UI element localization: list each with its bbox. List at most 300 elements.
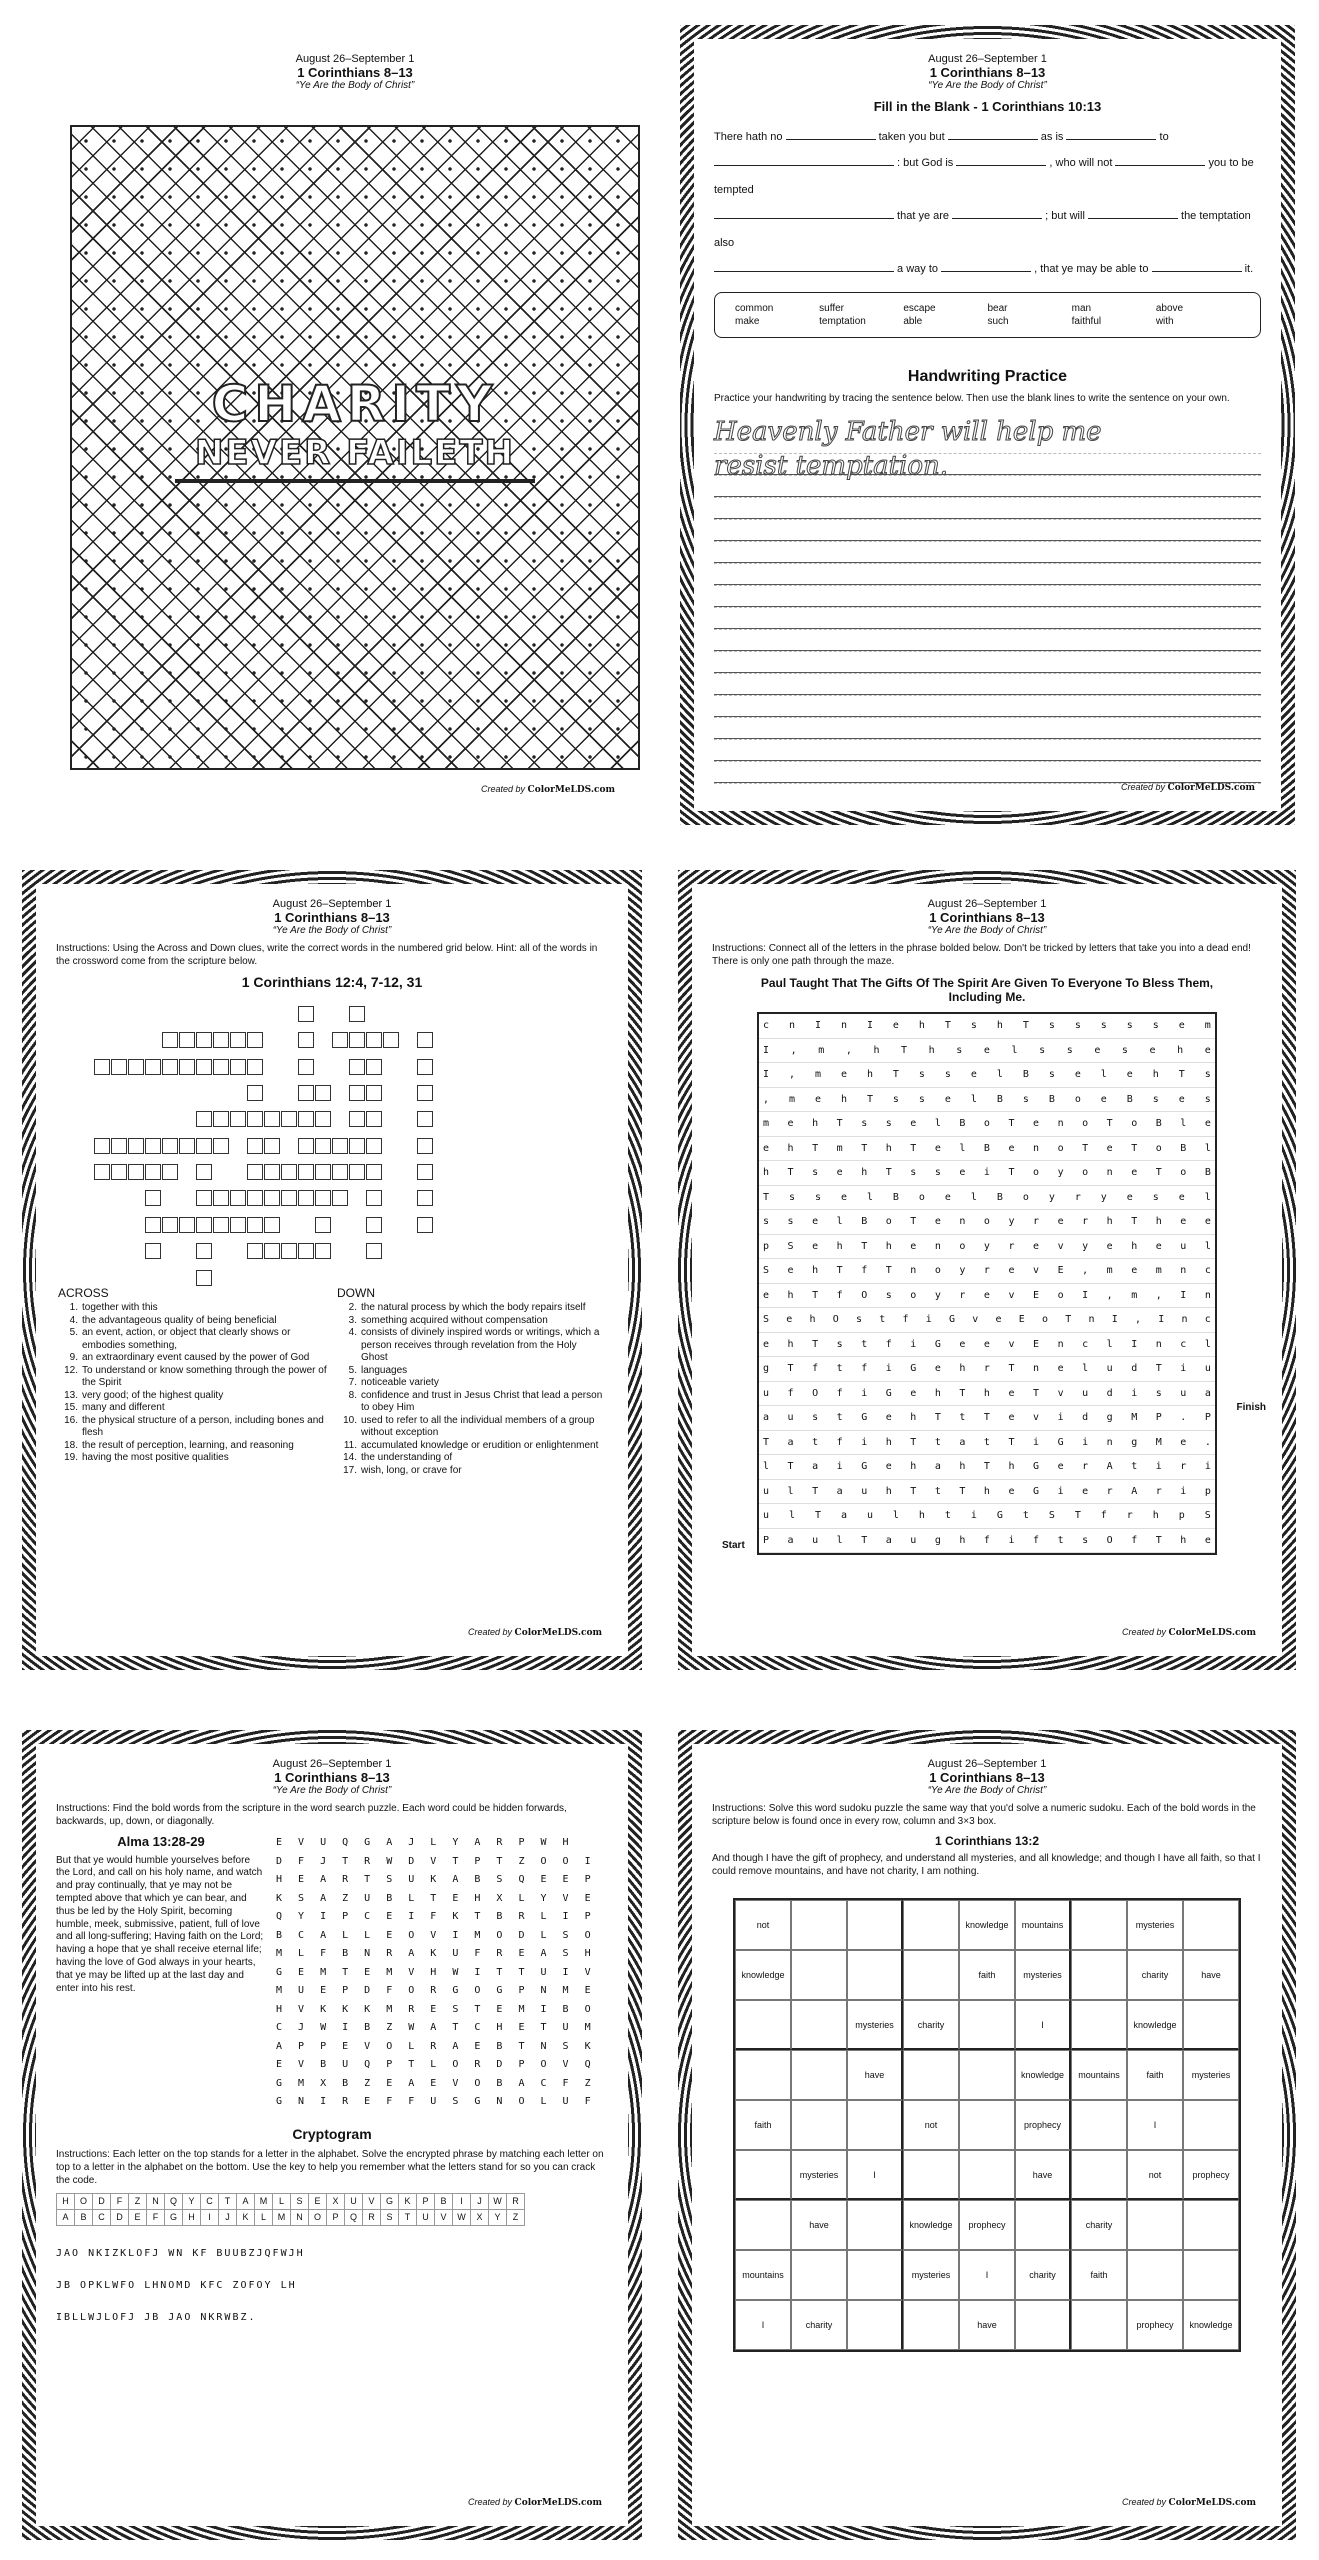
maze-letter[interactable]: s: [918, 1069, 925, 1081]
maze-letter[interactable]: G: [1033, 1485, 1040, 1497]
maze-letter[interactable]: e: [1204, 1216, 1211, 1228]
maze-letter[interactable]: T: [934, 1412, 941, 1424]
maze-letter[interactable]: p: [1204, 1485, 1211, 1497]
writing-line[interactable]: [714, 761, 1261, 783]
maze-letter[interactable]: e: [959, 1167, 966, 1179]
maze-letter[interactable]: I: [1180, 1289, 1187, 1301]
sudoku-cell[interactable]: knowledge: [1015, 2050, 1071, 2100]
maze-letter[interactable]: e: [1155, 1240, 1162, 1252]
maze-letter[interactable]: h: [1106, 1216, 1113, 1228]
maze-letter[interactable]: s: [1121, 1044, 1128, 1056]
maze-letter[interactable]: a: [1204, 1387, 1211, 1399]
maze-letter[interactable]: O: [861, 1289, 868, 1301]
writing-line[interactable]: [714, 717, 1261, 739]
maze-letter[interactable]: S: [763, 1314, 770, 1326]
maze-letter[interactable]: T: [787, 1167, 794, 1179]
writing-line[interactable]: [714, 695, 1261, 717]
crossword-cell[interactable]: [349, 1111, 365, 1127]
maze-letter[interactable]: a: [836, 1485, 843, 1497]
maze-letter[interactable]: E: [1033, 1338, 1040, 1350]
maze-letter[interactable]: e: [934, 1142, 941, 1154]
crossword-cell[interactable]: [349, 1164, 365, 1180]
maze-letter[interactable]: e: [934, 1363, 941, 1375]
maze-letter[interactable]: n: [1088, 1314, 1095, 1326]
maze-letter[interactable]: h: [787, 1289, 794, 1301]
maze-letter[interactable]: o: [983, 1216, 990, 1228]
maze-letter[interactable]: T: [814, 1510, 821, 1522]
maze-letter[interactable]: s: [1152, 1093, 1159, 1105]
sudoku-cell[interactable]: mountains: [1015, 1900, 1071, 1950]
crossword-cell[interactable]: [247, 1164, 263, 1180]
maze-letter[interactable]: r: [983, 1265, 990, 1277]
maze-letter[interactable]: r: [1180, 1461, 1187, 1473]
maze-letter[interactable]: e: [1008, 1485, 1015, 1497]
maze-letter[interactable]: f: [885, 1338, 892, 1350]
maze-letter[interactable]: i: [1008, 1534, 1015, 1546]
crossword-cell[interactable]: [179, 1138, 195, 1154]
crossword-cell[interactable]: [145, 1059, 161, 1075]
crossword-cell[interactable]: [417, 1217, 433, 1233]
crossword-cell[interactable]: [128, 1138, 144, 1154]
maze-letter[interactable]: e: [970, 1069, 977, 1081]
maze-letter[interactable]: d: [1131, 1363, 1138, 1375]
maze-letter[interactable]: i: [925, 1314, 932, 1326]
crossword-cell[interactable]: [230, 1059, 246, 1075]
sudoku-cell[interactable]: prophecy: [1183, 2150, 1239, 2200]
maze-letter[interactable]: e: [1057, 1461, 1064, 1473]
maze-letter[interactable]: e: [1149, 1044, 1156, 1056]
crossword-cell[interactable]: [213, 1217, 229, 1233]
maze-letter[interactable]: h: [787, 1338, 794, 1350]
maze-letter[interactable]: l: [866, 1191, 873, 1203]
maze-letter[interactable]: s: [892, 1093, 899, 1105]
maze-letter[interactable]: B: [1048, 1093, 1055, 1105]
sudoku-cell[interactable]: [1071, 2100, 1127, 2150]
maze-letter[interactable]: s: [970, 1020, 977, 1032]
crossword-cell[interactable]: [298, 1032, 314, 1048]
sudoku-cell[interactable]: charity: [791, 2300, 847, 2350]
maze-letter[interactable]: u: [763, 1510, 770, 1522]
sudoku-cell[interactable]: [1183, 2000, 1239, 2050]
maze-letter[interactable]: o: [1074, 1093, 1081, 1105]
maze-letter[interactable]: n: [1033, 1363, 1040, 1375]
crossword-cell[interactable]: [417, 1111, 433, 1127]
maze-letter[interactable]: P: [763, 1534, 770, 1546]
maze-letter[interactable]: e: [892, 1020, 899, 1032]
maze-letter[interactable]: S: [1204, 1510, 1211, 1522]
maze-letter[interactable]: t: [934, 1436, 941, 1448]
crossword-cell[interactable]: [417, 1138, 433, 1154]
maze-letter[interactable]: h: [996, 1020, 1003, 1032]
sudoku-cell[interactable]: have: [1015, 2150, 1071, 2200]
sudoku-cell[interactable]: [791, 2050, 847, 2100]
sudoku-cell[interactable]: [791, 2000, 847, 2050]
sudoku-cell[interactable]: charity: [1071, 2200, 1127, 2250]
writing-lines[interactable]: [714, 453, 1261, 803]
maze-letter[interactable]: B: [959, 1118, 966, 1130]
sudoku-cell[interactable]: I: [959, 2250, 1015, 2300]
maze-letter[interactable]: e: [1100, 1093, 1107, 1105]
maze-letter[interactable]: l: [934, 1118, 941, 1130]
maze-letter[interactable]: G: [861, 1461, 868, 1473]
maze-letter[interactable]: B: [983, 1142, 990, 1154]
maze-letter[interactable]: i: [983, 1167, 990, 1179]
maze-letter[interactable]: u: [910, 1534, 917, 1546]
maze-letter[interactable]: T: [1082, 1142, 1089, 1154]
crossword-cell[interactable]: [196, 1217, 212, 1233]
maze-letter[interactable]: G: [934, 1338, 941, 1350]
writing-line[interactable]: [714, 739, 1261, 761]
maze-letter[interactable]: g: [1106, 1412, 1113, 1424]
maze-letter[interactable]: s: [763, 1216, 770, 1228]
sudoku-cell[interactable]: charity: [903, 2000, 959, 2050]
crossword-cell[interactable]: [366, 1032, 382, 1048]
maze-letter[interactable]: h: [885, 1142, 892, 1154]
maze-letter[interactable]: T: [959, 1485, 966, 1497]
crossword-cell[interactable]: [247, 1032, 263, 1048]
sudoku-cell[interactable]: [735, 2000, 791, 2050]
maze-letter[interactable]: y: [1082, 1240, 1089, 1252]
crossword-cell[interactable]: [230, 1190, 246, 1206]
crossword-cell[interactable]: [94, 1164, 110, 1180]
sudoku-cell[interactable]: prophecy: [959, 2200, 1015, 2250]
maze-letter[interactable]: g: [1131, 1436, 1138, 1448]
maze-letter[interactable]: e: [910, 1387, 917, 1399]
maze-letter[interactable]: e: [1204, 1534, 1211, 1546]
maze-letter[interactable]: s: [1048, 1069, 1055, 1081]
maze-letter[interactable]: t: [1022, 1510, 1029, 1522]
maze-letter[interactable]: g: [763, 1363, 770, 1375]
crossword-cell[interactable]: [315, 1111, 331, 1127]
maze-letter[interactable]: h: [1152, 1069, 1159, 1081]
maze-letter[interactable]: l: [959, 1142, 966, 1154]
maze-letter[interactable]: l: [1204, 1142, 1211, 1154]
maze-letter[interactable]: e: [910, 1240, 917, 1252]
maze-letter[interactable]: B: [996, 1191, 1003, 1203]
maze-letter[interactable]: y: [1008, 1216, 1015, 1228]
maze-letter[interactable]: e: [812, 1216, 819, 1228]
letter-maze[interactable]: [757, 1012, 1217, 1555]
sudoku-cell[interactable]: knowledge: [735, 1950, 791, 2000]
crossword-cell[interactable]: [145, 1164, 161, 1180]
maze-letter[interactable]: T: [861, 1534, 868, 1546]
maze-letter[interactable]: t: [836, 1363, 843, 1375]
maze-letter[interactable]: T: [763, 1436, 770, 1448]
crossword-cell[interactable]: [298, 1164, 314, 1180]
maze-letter[interactable]: y: [1057, 1167, 1064, 1179]
encrypted-phrase[interactable]: [56, 2238, 608, 2334]
writing-line[interactable]: [714, 585, 1261, 607]
sudoku-cell[interactable]: knowledge: [1183, 2300, 1239, 2350]
writing-line[interactable]: [714, 629, 1261, 651]
maze-letter[interactable]: T: [1008, 1118, 1015, 1130]
maze-letter[interactable]: p: [763, 1240, 770, 1252]
maze-letter[interactable]: e: [983, 1338, 990, 1350]
maze-letter[interactable]: o: [1033, 1167, 1040, 1179]
maze-letter[interactable]: e: [1008, 1265, 1015, 1277]
maze-letter[interactable]: i: [970, 1510, 977, 1522]
maze-letter[interactable]: u: [1106, 1363, 1113, 1375]
maze-letter[interactable]: I: [1131, 1338, 1138, 1350]
maze-letter[interactable]: i: [885, 1363, 892, 1375]
maze-letter[interactable]: h: [934, 1387, 941, 1399]
maze-letter[interactable]: I: [1158, 1314, 1165, 1326]
maze-letter[interactable]: i: [1033, 1436, 1040, 1448]
maze-letter[interactable]: l: [1100, 1069, 1107, 1081]
maze-letter[interactable]: h: [812, 1265, 819, 1277]
maze-letter[interactable]: y: [959, 1265, 966, 1277]
crossword-cell[interactable]: [281, 1243, 297, 1259]
maze-letter[interactable]: e: [1131, 1167, 1138, 1179]
crossword-cell[interactable]: [417, 1190, 433, 1206]
crossword-cell[interactable]: [128, 1164, 144, 1180]
maze-letter[interactable]: a: [934, 1461, 941, 1473]
maze-letter[interactable]: e: [814, 1093, 821, 1105]
sudoku-cell[interactable]: mysteries: [1015, 1950, 1071, 2000]
maze-letter[interactable]: m: [1106, 1265, 1113, 1277]
crossword-cell[interactable]: [332, 1032, 348, 1048]
maze-letter[interactable]: s: [956, 1044, 963, 1056]
maze-letter[interactable]: h: [910, 1412, 917, 1424]
maze-letter[interactable]: ,: [790, 1044, 797, 1056]
maze-letter[interactable]: e: [885, 1461, 892, 1473]
maze-letter[interactable]: e: [763, 1338, 770, 1350]
crossword-cell[interactable]: [383, 1032, 399, 1048]
crossword-cell[interactable]: [315, 1138, 331, 1154]
writing-line[interactable]: [714, 563, 1261, 585]
maze-letter[interactable]: t: [879, 1314, 886, 1326]
maze-letter[interactable]: u: [763, 1387, 770, 1399]
crossword-cell[interactable]: [247, 1138, 263, 1154]
maze-letter[interactable]: G: [1033, 1461, 1040, 1473]
maze-letter[interactable]: s: [814, 1191, 821, 1203]
sudoku-cell[interactable]: [1071, 1900, 1127, 1950]
maze-letter[interactable]: h: [1155, 1216, 1162, 1228]
crossword-cell[interactable]: [162, 1032, 178, 1048]
wordsearch-grid[interactable]: [276, 1834, 596, 2112]
maze-letter[interactable]: u: [763, 1485, 770, 1497]
crossword-cell[interactable]: [281, 1190, 297, 1206]
maze-letter[interactable]: r: [1082, 1216, 1089, 1228]
maze-letter[interactable]: e: [983, 1289, 990, 1301]
maze-letter[interactable]: v: [1033, 1265, 1040, 1277]
sudoku-cell[interactable]: mysteries: [1183, 2050, 1239, 2100]
maze-letter[interactable]: ,: [788, 1069, 796, 1081]
maze-letter[interactable]: t: [944, 1510, 951, 1522]
maze-letter[interactable]: m: [763, 1118, 770, 1130]
maze-letter[interactable]: B: [1126, 1093, 1133, 1105]
sudoku-cell[interactable]: mysteries: [903, 2250, 959, 2300]
maze-letter[interactable]: s: [787, 1216, 794, 1228]
maze-letter[interactable]: S: [763, 1265, 770, 1277]
maze-letter[interactable]: l: [970, 1093, 977, 1105]
maze-letter[interactable]: o: [1057, 1289, 1064, 1301]
maze-letter[interactable]: n: [1057, 1338, 1064, 1350]
crossword-cell[interactable]: [349, 1138, 365, 1154]
maze-letter[interactable]: u: [787, 1412, 794, 1424]
maze-letter[interactable]: T: [787, 1363, 794, 1375]
maze-letter[interactable]: T: [861, 1142, 868, 1154]
crossword-cell[interactable]: [281, 1164, 297, 1180]
maze-letter[interactable]: e: [1094, 1044, 1101, 1056]
maze-letter[interactable]: e: [840, 1191, 847, 1203]
maze-letter[interactable]: l: [1011, 1044, 1018, 1056]
maze-letter[interactable]: v: [1033, 1412, 1040, 1424]
crossword-cell[interactable]: [247, 1190, 263, 1206]
maze-letter[interactable]: f: [1033, 1534, 1040, 1546]
maze-letter[interactable]: l: [836, 1216, 843, 1228]
crossword-cell[interactable]: [213, 1190, 229, 1206]
maze-letter[interactable]: h: [1131, 1240, 1138, 1252]
sudoku-cell[interactable]: have: [791, 2200, 847, 2250]
sudoku-cell[interactable]: [903, 1950, 959, 2000]
sudoku-cell[interactable]: [847, 2300, 903, 2350]
crossword-cell[interactable]: [332, 1164, 348, 1180]
word-sudoku-grid[interactable]: [733, 1898, 1241, 2352]
maze-letter[interactable]: G: [861, 1412, 868, 1424]
maze-letter[interactable]: h: [763, 1167, 770, 1179]
maze-letter[interactable]: T: [885, 1167, 892, 1179]
sudoku-cell[interactable]: [1071, 2300, 1127, 2350]
sudoku-cell[interactable]: [735, 2200, 791, 2250]
maze-letter[interactable]: P: [1204, 1412, 1211, 1424]
maze-letter[interactable]: T: [892, 1069, 899, 1081]
maze-letter[interactable]: s: [812, 1412, 819, 1424]
maze-letter[interactable]: B: [892, 1191, 899, 1203]
maze-letter[interactable]: T: [1106, 1118, 1113, 1130]
maze-letter[interactable]: e: [763, 1142, 770, 1154]
maze-letter[interactable]: G: [949, 1314, 956, 1326]
sudoku-cell[interactable]: knowledge: [903, 2200, 959, 2250]
maze-letter[interactable]: l: [787, 1485, 794, 1497]
crossword-cell[interactable]: [366, 1217, 382, 1233]
crossword-cell[interactable]: [111, 1138, 127, 1154]
maze-letter[interactable]: E: [1018, 1314, 1025, 1326]
sudoku-cell[interactable]: [791, 1900, 847, 1950]
crossword-cell[interactable]: [315, 1164, 331, 1180]
maze-letter[interactable]: e: [944, 1093, 951, 1105]
maze-letter[interactable]: n: [910, 1265, 917, 1277]
maze-letter[interactable]: e: [786, 1314, 793, 1326]
maze-letter[interactable]: e: [1180, 1216, 1187, 1228]
maze-letter[interactable]: T: [812, 1485, 819, 1497]
sudoku-cell[interactable]: knowledge: [959, 1900, 1015, 1950]
crossword-cell[interactable]: [196, 1243, 212, 1259]
maze-letter[interactable]: e: [1180, 1436, 1187, 1448]
maze-letter[interactable]: t: [1057, 1534, 1064, 1546]
maze-letter[interactable]: h: [1152, 1510, 1159, 1522]
maze-letter[interactable]: o: [1082, 1167, 1089, 1179]
maze-letter[interactable]: s: [1152, 1191, 1159, 1203]
maze-letter[interactable]: g: [934, 1534, 941, 1546]
maze-letter[interactable]: h: [836, 1240, 843, 1252]
maze-letter[interactable]: h: [873, 1044, 880, 1056]
maze-letter[interactable]: T: [1155, 1534, 1162, 1546]
blank-field[interactable]: [804, 209, 894, 219]
crossword-cell[interactable]: [247, 1111, 263, 1127]
maze-letter[interactable]: f: [836, 1289, 843, 1301]
sudoku-cell[interactable]: faith: [1071, 2250, 1127, 2300]
sudoku-cell[interactable]: [959, 2100, 1015, 2150]
crossword-cell[interactable]: [298, 1111, 314, 1127]
crossword-cell[interactable]: [162, 1217, 178, 1233]
maze-letter[interactable]: o: [1057, 1142, 1064, 1154]
blank-field[interactable]: [1088, 209, 1178, 219]
maze-letter[interactable]: h: [959, 1363, 966, 1375]
maze-letter[interactable]: T: [944, 1020, 951, 1032]
maze-letter[interactable]: r: [1126, 1510, 1133, 1522]
maze-letter[interactable]: ,: [1135, 1314, 1142, 1326]
maze-letter[interactable]: y: [983, 1240, 990, 1252]
crossword-cell[interactable]: [196, 1190, 212, 1206]
maze-letter[interactable]: n: [1033, 1142, 1040, 1154]
maze-letter[interactable]: .: [1180, 1412, 1187, 1424]
crossword-cell[interactable]: [417, 1059, 433, 1075]
sudoku-cell[interactable]: mysteries: [847, 2000, 903, 2050]
maze-letter[interactable]: e: [787, 1265, 794, 1277]
maze-letter[interactable]: o: [959, 1240, 966, 1252]
crossword-cell[interactable]: [230, 1217, 246, 1233]
maze-letter[interactable]: .: [1204, 1436, 1211, 1448]
maze-letter[interactable]: e: [1033, 1240, 1040, 1252]
maze-letter[interactable]: l: [1204, 1338, 1211, 1350]
maze-letter[interactable]: r: [1033, 1216, 1040, 1228]
maze-letter[interactable]: h: [787, 1142, 794, 1154]
crossword-cell[interactable]: [213, 1138, 229, 1154]
crossword-cell[interactable]: [366, 1138, 382, 1154]
sudoku-cell[interactable]: I: [1127, 2100, 1183, 2150]
maze-letter[interactable]: e: [1106, 1240, 1113, 1252]
maze-letter[interactable]: f: [983, 1534, 990, 1546]
sudoku-cell[interactable]: mountains: [1071, 2050, 1127, 2100]
maze-letter[interactable]: s: [934, 1167, 941, 1179]
maze-letter[interactable]: h: [959, 1461, 966, 1473]
crossword-cell[interactable]: [349, 1032, 365, 1048]
crossword-cell[interactable]: [94, 1059, 110, 1075]
maze-letter[interactable]: h: [959, 1534, 966, 1546]
maze-letter[interactable]: T: [910, 1485, 917, 1497]
sudoku-cell[interactable]: [1071, 1950, 1127, 2000]
maze-letter[interactable]: m: [1155, 1265, 1162, 1277]
maze-letter[interactable]: T: [1131, 1142, 1138, 1154]
maze-letter[interactable]: u: [866, 1510, 873, 1522]
crossword-cell[interactable]: [213, 1032, 229, 1048]
maze-letter[interactable]: I: [866, 1020, 873, 1032]
maze-letter[interactable]: a: [763, 1412, 770, 1424]
writing-line[interactable]: [714, 497, 1261, 519]
crossword-cell[interactable]: [298, 1006, 314, 1022]
maze-letter[interactable]: s: [1039, 1044, 1046, 1056]
writing-line[interactable]: [714, 541, 1261, 563]
crossword-cell[interactable]: [196, 1164, 212, 1180]
maze-letter[interactable]: h: [928, 1044, 935, 1056]
maze-letter[interactable]: I: [763, 1044, 770, 1056]
maze-letter[interactable]: c: [763, 1020, 770, 1032]
maze-letter[interactable]: a: [885, 1534, 892, 1546]
maze-letter[interactable]: c: [1180, 1338, 1187, 1350]
maze-letter[interactable]: h: [918, 1020, 925, 1032]
maze-letter[interactable]: h: [983, 1485, 990, 1497]
maze-letter[interactable]: s: [836, 1338, 843, 1350]
crossword-cell[interactable]: [264, 1243, 280, 1259]
sudoku-cell[interactable]: knowledge: [1127, 2000, 1183, 2050]
sudoku-cell[interactable]: not: [1127, 2150, 1183, 2200]
blank-field[interactable]: [941, 262, 1031, 272]
maze-letter[interactable]: S: [787, 1240, 794, 1252]
maze-letter[interactable]: S: [1048, 1510, 1055, 1522]
maze-letter[interactable]: l: [763, 1461, 770, 1473]
maze-letter[interactable]: n: [1181, 1314, 1188, 1326]
